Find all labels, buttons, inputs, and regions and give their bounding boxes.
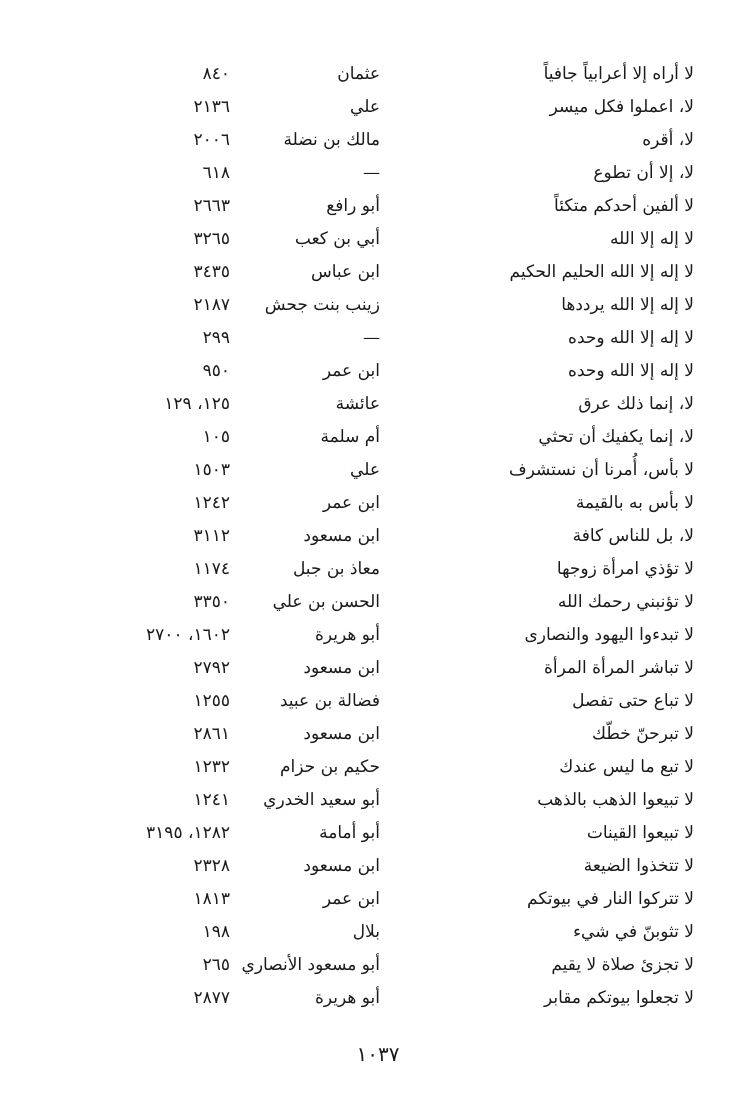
hadith-reference: ١٩٨ (202, 922, 230, 942)
hadith-text: لا تؤذي امرأة زوجها (556, 559, 694, 579)
index-row (0, 91, 756, 124)
index-row (0, 949, 756, 982)
hadith-text: لا تجعلوا بيوتكم مقابر (543, 988, 694, 1008)
index-row (0, 124, 756, 157)
hadith-reference: ٢٩٩ (202, 328, 230, 348)
hadith-text: لا تثوبنّ في شيء (573, 922, 694, 942)
hadith-text: لا، أقره (642, 130, 694, 150)
hadith-reference: ٨٤٠ (202, 64, 230, 84)
index-row (0, 388, 756, 421)
narrator-name: ابن عباس (310, 262, 380, 282)
hadith-text: لا ألفين أحدكم متكئاً (554, 196, 694, 216)
hadith-reference: ١٢٥٥ (193, 691, 230, 711)
narrator-name: الحسن بن علي (272, 592, 380, 612)
index-row (0, 883, 756, 916)
index-row (0, 718, 756, 751)
index-row (0, 421, 756, 454)
hadith-reference: ٢٣٢٨ (193, 856, 230, 876)
hadith-reference: ١٦٠٢، ٢٧٠٠ (146, 625, 230, 645)
hadith-reference: ١٢٤٢ (193, 493, 230, 513)
index-table (0, 58, 756, 1015)
narrator-name: أبو هريرة (314, 988, 380, 1008)
narrator-name: زينب بنت جحش (264, 295, 380, 315)
index-row (0, 256, 756, 289)
hadith-reference: ٢٨٦١ (193, 724, 230, 744)
index-row (0, 190, 756, 223)
narrator-name: حكيم بن حزام (280, 757, 380, 777)
hadith-text: لا إله إلا الله وحده (568, 328, 694, 348)
hadith-reference: ١٢٤١ (193, 790, 230, 810)
index-row (0, 850, 756, 883)
hadith-reference: ١٠٥ (202, 427, 230, 447)
hadith-text: لا إله إلا الله يرددها (561, 295, 694, 315)
page-number: ١٠٣٧ (356, 1042, 400, 1066)
hadith-text: لا بأس، أُمرنا أن نستشرف (509, 460, 694, 480)
hadith-text: لا، إنما ذلك عرق (578, 394, 694, 414)
index-row (0, 982, 756, 1015)
index-row (0, 322, 756, 355)
hadith-text: لا تتخذوا الضيعة (583, 856, 694, 876)
narrator-name: ابن عمر (322, 361, 380, 381)
narrator-name: معاذ بن جبل (292, 559, 380, 579)
hadith-text: لا تبدءوا اليهود والنصارى (524, 625, 694, 645)
hadith-text: لا تباع حتى تفصل (572, 691, 694, 711)
narrator-name: أبو رافع (326, 196, 380, 216)
index-row (0, 916, 756, 949)
narrator-name: بلال (352, 922, 380, 942)
narrator-name: أبو مسعود الأنصاري (241, 955, 380, 975)
index-row (0, 157, 756, 190)
index-row (0, 817, 756, 850)
hadith-reference: ١٨١٣ (193, 889, 230, 909)
hadith-text: لا تتركوا النار في بيوتكم (527, 889, 694, 909)
narrator-name: مالك بن نضلة (283, 130, 380, 150)
narrator-name: أبي بن كعب (294, 229, 380, 249)
hadith-text: لا، إنما يكفيك أن تحثي (538, 427, 694, 447)
hadith-text: لا، إلا أن تطوع (593, 163, 694, 183)
hadith-reference: ١٢٣٢ (193, 757, 230, 777)
hadith-reference: ١٢٨٢، ٣١٩٥ (146, 823, 230, 843)
narrator-name: أبو أمامة (319, 823, 380, 843)
hadith-text: لا تؤنبني رحمك الله (557, 592, 694, 612)
narrator-name: ابن عمر (322, 493, 380, 513)
hadith-text: لا إله إلا الله الحليم الحكيم (509, 262, 694, 282)
hadith-text: لا أراه إلا أعرابياً جافياً (543, 64, 694, 84)
narrator-name: علي (350, 460, 380, 480)
narrator-name: أبو هريرة (314, 625, 380, 645)
hadith-reference: ٣٤٣٥ (193, 262, 230, 282)
narrator-name: ابن مسعود (303, 658, 380, 678)
narrator-name: ابن مسعود (303, 526, 380, 546)
hadith-text: لا تبع ما ليس عندك (559, 757, 694, 777)
index-row (0, 784, 756, 817)
hadith-text: لا، بل للناس كافة (572, 526, 694, 546)
hadith-text: لا تبيعوا القينات (586, 823, 694, 843)
index-row (0, 553, 756, 586)
narrator-name: ابن عمر (322, 889, 380, 909)
narrator-name: عثمان (337, 64, 380, 84)
hadith-reference: ١١٧٤ (193, 559, 230, 579)
narrator-name: أم سلمة (320, 427, 380, 447)
hadith-reference: ٢١٨٧ (193, 295, 230, 315)
hadith-text: لا إله إلا الله (610, 229, 694, 249)
hadith-reference: ٣١١٢ (193, 526, 230, 546)
hadith-reference: ٢٦٦٣ (193, 196, 230, 216)
narrator-name: فضالة بن عبيد (279, 691, 380, 711)
hadith-reference: ٣٢٦٥ (193, 229, 230, 249)
hadith-reference: ٦١٨ (202, 163, 230, 183)
hadith-text: لا بأس به بالقيمة (575, 493, 694, 513)
narrator-name: ابن مسعود (303, 724, 380, 744)
index-row (0, 454, 756, 487)
hadith-reference: ١٢٥، ١٢٩ (164, 394, 230, 414)
hadith-text: لا تباشر المرأة المرأة (543, 658, 694, 678)
narrator-name: أبو سعيد الخدري (263, 790, 380, 810)
hadith-text: لا تبرحنّ خطّك (592, 724, 694, 744)
hadith-reference: ٣٣٥٠ (193, 592, 230, 612)
index-row (0, 652, 756, 685)
hadith-reference: ٢٠٠٦ (193, 130, 230, 150)
hadith-text: لا، اعملوا فكل ميسر (549, 97, 694, 117)
hadith-reference: ٢٨٧٧ (193, 988, 230, 1008)
index-row (0, 487, 756, 520)
index-row (0, 685, 756, 718)
hadith-reference: ٢١٣٦ (193, 97, 230, 117)
hadith-reference: ٩٥٠ (202, 361, 230, 381)
hadith-text: لا إله إلا الله وحده (568, 361, 694, 381)
narrator-name: ابن مسعود (303, 856, 380, 876)
hadith-reference: ٢٧٩٢ (193, 658, 230, 678)
index-row (0, 58, 756, 91)
index-row (0, 223, 756, 256)
narrator-name: علي (350, 97, 380, 117)
narrator-name: — (363, 163, 380, 183)
hadith-reference: ٢٦٥ (202, 955, 230, 975)
hadith-text: لا تجزئ صلاة لا يقيم (551, 955, 694, 975)
index-row (0, 586, 756, 619)
narrator-name: عائشة (335, 394, 380, 414)
index-row (0, 619, 756, 652)
index-row (0, 751, 756, 784)
index-row (0, 289, 756, 322)
narrator-name: — (363, 328, 380, 348)
index-row (0, 520, 756, 553)
hadith-reference: ١٥٠٣ (193, 460, 230, 480)
hadith-text: لا تبيعوا الذهب بالذهب (537, 790, 694, 810)
index-row (0, 355, 756, 388)
